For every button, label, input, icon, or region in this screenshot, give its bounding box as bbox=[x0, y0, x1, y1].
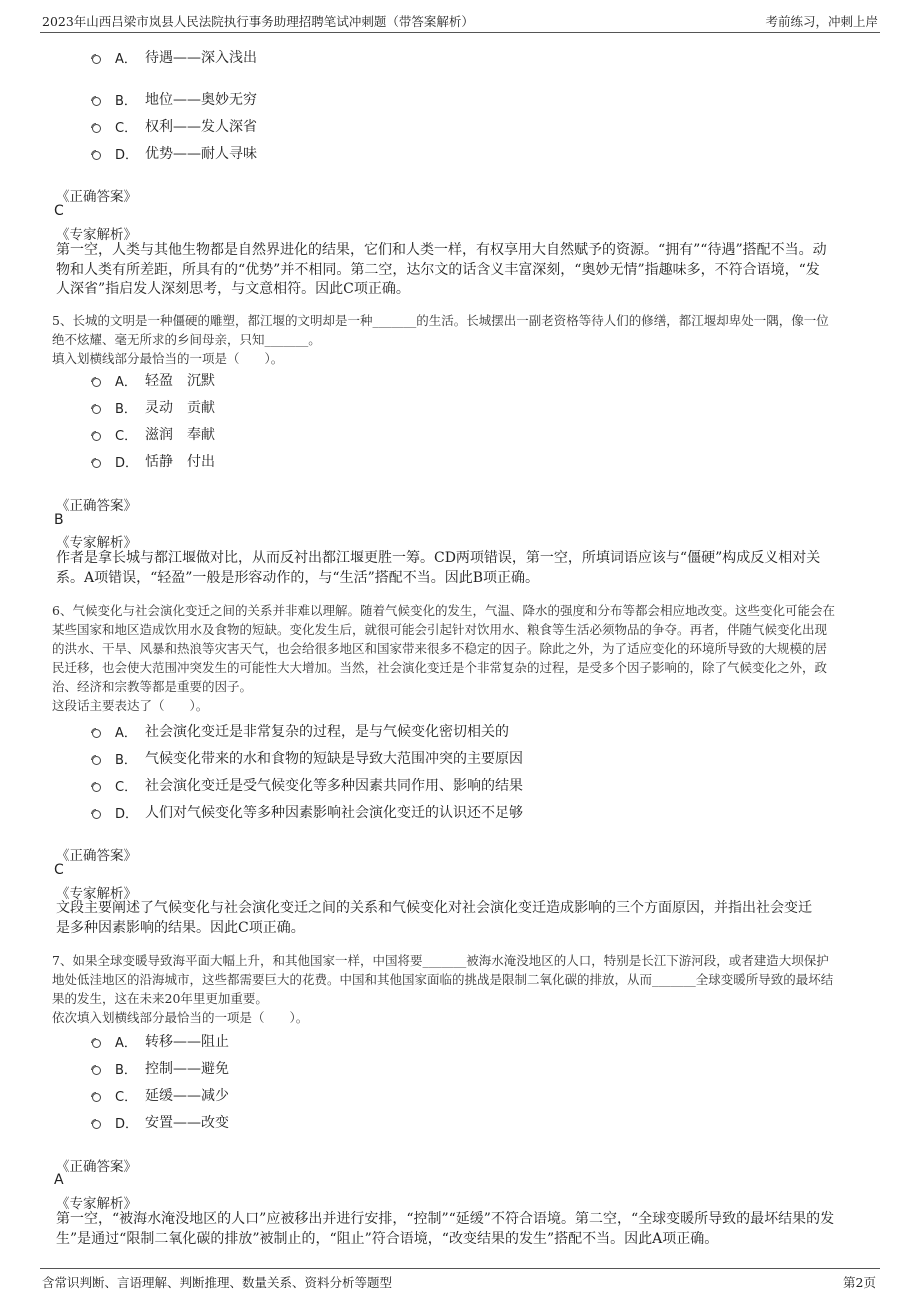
question-stem bbox=[52, 601, 872, 715]
analysis-line: 人深省”指启发人深刻思考，与文意相符。因此C项正确。 bbox=[56, 281, 410, 297]
footer-rule bbox=[40, 1268, 880, 1269]
q6-option-b[interactable] bbox=[92, 747, 523, 769]
analysis-line: 第一空，人类与其他生物都是自然界进化的结果，它们和人类一样，有权享用大自然赋予的资源。“拥有”“待遇”搭配不当。动 bbox=[56, 242, 827, 258]
stem-line: 填入划横线部分最恰当的一项是（ ）。 bbox=[52, 351, 284, 366]
option-text: 恬静 付出 bbox=[145, 454, 215, 470]
analysis-label: 《专家解析》 bbox=[56, 1196, 137, 1212]
q5-option-c[interactable] bbox=[92, 423, 215, 445]
option-letter: B． bbox=[115, 93, 137, 109]
analysis-line: 作者是拿长城与都江堰做对比，从而反衬出都江堰更胜一筹。CD两项错误，第一空，所填词语应该与“僵硬”构成反义相对关 bbox=[56, 550, 821, 566]
radio-icon[interactable] bbox=[92, 459, 101, 468]
question-stem bbox=[52, 951, 872, 1027]
stem-line: 绝不炫耀、毫无所求的乡间母亲，只知_______。 bbox=[52, 332, 321, 347]
analysis-text bbox=[56, 899, 871, 938]
analysis-text bbox=[56, 241, 871, 300]
answer-value: C bbox=[54, 862, 64, 878]
option-letter: D． bbox=[115, 806, 139, 822]
option-text: 控制——避免 bbox=[145, 1061, 229, 1077]
option-text: 社会演化变迁是受气候变化等多种因素共同作用、影响的结果 bbox=[145, 778, 523, 794]
analysis-label: 《专家解析》 bbox=[56, 535, 137, 551]
option-text: 延缓——减少 bbox=[145, 1088, 229, 1104]
radio-icon[interactable] bbox=[92, 783, 101, 792]
radio-icon[interactable] bbox=[92, 756, 101, 765]
answer-value: A bbox=[54, 1172, 64, 1188]
option-letter: B． bbox=[115, 1062, 137, 1078]
option-letter: C． bbox=[115, 120, 138, 136]
analysis-text bbox=[56, 549, 871, 588]
stem-line: 果的发生，这在未来20年里更加重要。 bbox=[52, 991, 268, 1006]
option-letter: C． bbox=[115, 428, 138, 444]
analysis-line: 系。A项错误，“轻盈”一般是形容动作的，与“生活”搭配不当。因此B项正确。 bbox=[56, 569, 540, 586]
stem-line: 民迁移，也会使大范围冲突发生的可能性大大增加。当然，社会演化变迁是个非常复杂的过程，是受多个因子影响的，除了气候变化之外，政 bbox=[52, 660, 828, 675]
q7-option-a[interactable] bbox=[92, 1030, 229, 1052]
answer-label: 《正确答案》 bbox=[56, 498, 137, 514]
option-text: 滋润 奉献 bbox=[145, 427, 215, 443]
analysis-text bbox=[56, 1210, 871, 1249]
analysis-line: 第一空，“被海水淹没地区的人口”应被移出并进行安排，“控制”“延缓”不符合语境。第二空，“全球变暖所导致的最坏结果的发 bbox=[56, 1211, 835, 1227]
radio-icon[interactable] bbox=[92, 432, 101, 441]
answer-label: 《正确答案》 bbox=[56, 1159, 137, 1175]
analysis-line: 文段主要阐述了气候变化与社会演化变迁之间的关系和气候变化对社会演化变迁造成影响的三个方面原因，并指出社会变迁 bbox=[56, 900, 812, 916]
analysis-line: 物和人类有所差距，所具有的“优势”并不相同。第二空，达尔文的话含义丰富深刻，“奥妙无情”指趣味多，不符合语境，“发 bbox=[56, 261, 820, 278]
document-title: 2023年山西吕梁市岚县人民法院执行事务助理招聘笔试冲刺题（带答案解析） bbox=[42, 14, 474, 29]
stem-line: 5、长城的文明是一种僵硬的雕塑，都江堰的文明却是一种_______的生活。长城摆出一副老资格等待人们的修缮，都江堰却卑处一隅，像一位 bbox=[52, 313, 829, 328]
option-text: 转移——阻止 bbox=[145, 1034, 229, 1050]
q5-option-d[interactable] bbox=[92, 450, 215, 472]
answer-value: C bbox=[54, 203, 64, 219]
radio-icon[interactable] bbox=[92, 55, 101, 64]
q4-option-c[interactable] bbox=[92, 115, 257, 137]
option-letter: D． bbox=[115, 1116, 139, 1132]
analysis-line: 生”是通过“限制二氧化碳的排放”被制止的，“阻止”符合语境，“改变结果的发生”搭配不当。因此A项正确。 bbox=[56, 1230, 719, 1247]
option-text: 地位——奥妙无穷 bbox=[145, 92, 257, 108]
q7-option-b[interactable] bbox=[92, 1057, 229, 1079]
option-letter: A． bbox=[115, 51, 137, 67]
stem-line: 7、如果全球变暖导致海平面大幅上升，和其他国家一样，中国将要_______被海水淹没地区的人口，特别是长江下游河段，或者建造大坝保护 bbox=[52, 953, 829, 968]
option-text: 气候变化带来的水和食物的短缺是导致大范围冲突的主要原因 bbox=[145, 751, 523, 767]
stem-line: 6、气候变化与社会演化变迁之间的关系并非难以理解。随着气候变化的发生，气温、降水的强度和分布等都会相应地改变。这些变化可能会在 bbox=[52, 603, 835, 618]
option-text: 待遇——深入浅出 bbox=[145, 50, 257, 66]
stem-line: 依次填入划横线部分最恰当的一项是（ ）。 bbox=[52, 1010, 309, 1025]
analysis-label: 《专家解析》 bbox=[56, 886, 137, 902]
radio-icon[interactable] bbox=[92, 405, 101, 414]
stem-line: 这段话主要表达了（ ）。 bbox=[52, 698, 209, 713]
stem-line: 地处低洼地区的沿海城市，这些都需要巨大的花费。中国和其他国家面临的挑战是限制二氧化碳的排放，从而_______全球变暖所导致的最坏结 bbox=[52, 972, 834, 987]
header-slogan: 考前练习，冲刺上岸 bbox=[765, 14, 878, 29]
page-number: 第2页 bbox=[843, 1275, 876, 1290]
option-letter: D． bbox=[115, 147, 139, 163]
option-letter: D． bbox=[115, 455, 139, 471]
option-letter: B． bbox=[115, 752, 137, 768]
q6-option-c[interactable] bbox=[92, 774, 523, 796]
option-text: 安置——改变 bbox=[145, 1115, 229, 1131]
q5-option-b[interactable] bbox=[92, 396, 215, 418]
footer-topics: 含常识判断、言语理解、判断推理、数量关系、资料分析等题型 bbox=[42, 1275, 393, 1290]
answer-label: 《正确答案》 bbox=[56, 189, 137, 205]
option-letter: A． bbox=[115, 1035, 137, 1051]
stem-line: 治、经济和宗教等都是重要的因子。 bbox=[52, 679, 253, 694]
stem-line: 某些国家和地区造成饮用水及食物的短缺。变化发生后，就很可能会引起针对饮用水、粮食等生活必须物品的争夺。再者，伴随气候变化出现 bbox=[52, 622, 828, 637]
option-letter: A． bbox=[115, 725, 137, 741]
q4-option-a[interactable] bbox=[92, 46, 257, 68]
answer-value: B bbox=[54, 512, 64, 528]
radio-icon[interactable] bbox=[92, 97, 101, 106]
q4-option-b[interactable] bbox=[92, 88, 257, 110]
radio-icon[interactable] bbox=[92, 378, 101, 387]
option-letter: C． bbox=[115, 779, 138, 795]
option-text: 轻盈 沉默 bbox=[145, 373, 215, 389]
q7-option-d[interactable] bbox=[92, 1111, 229, 1133]
radio-icon[interactable] bbox=[92, 810, 101, 819]
radio-icon[interactable] bbox=[92, 1066, 101, 1075]
option-letter: C． bbox=[115, 1089, 138, 1105]
option-letter: A． bbox=[115, 374, 137, 390]
radio-icon[interactable] bbox=[92, 124, 101, 133]
q6-option-a[interactable] bbox=[92, 720, 509, 742]
radio-icon[interactable] bbox=[92, 1039, 101, 1048]
option-text: 优势——耐人寻味 bbox=[145, 146, 257, 162]
radio-icon[interactable] bbox=[92, 151, 101, 160]
option-text: 社会演化变迁是非常复杂的过程，是与气候变化密切相关的 bbox=[145, 724, 509, 740]
radio-icon[interactable] bbox=[92, 1120, 101, 1129]
q4-option-d[interactable] bbox=[92, 142, 257, 164]
option-letter: B． bbox=[115, 401, 137, 417]
stem-line: 的洪水、干旱、风暴和热浪等灾害天气，也会给很多地区和国家带来很多不稳定的因子。除此之外，为了适应变化的环境所导致的大规模的居 bbox=[52, 641, 828, 656]
option-text: 人们对气候变化等多种因素影响社会演化变迁的认识还不足够 bbox=[145, 805, 523, 821]
q5-option-a[interactable] bbox=[92, 369, 215, 391]
q7-option-c[interactable] bbox=[92, 1084, 229, 1106]
option-text: 灵动 贡献 bbox=[145, 400, 215, 416]
question-stem bbox=[52, 311, 872, 368]
analysis-line: 是多种因素影响的结果。因此C项正确。 bbox=[56, 919, 305, 936]
q6-option-d[interactable] bbox=[92, 801, 523, 823]
radio-icon[interactable] bbox=[92, 1093, 101, 1102]
radio-icon[interactable] bbox=[92, 729, 101, 738]
option-text: 权利——发人深省 bbox=[145, 119, 257, 135]
analysis-label: 《专家解析》 bbox=[56, 227, 137, 243]
header-rule bbox=[40, 32, 880, 33]
answer-label: 《正确答案》 bbox=[56, 848, 137, 864]
